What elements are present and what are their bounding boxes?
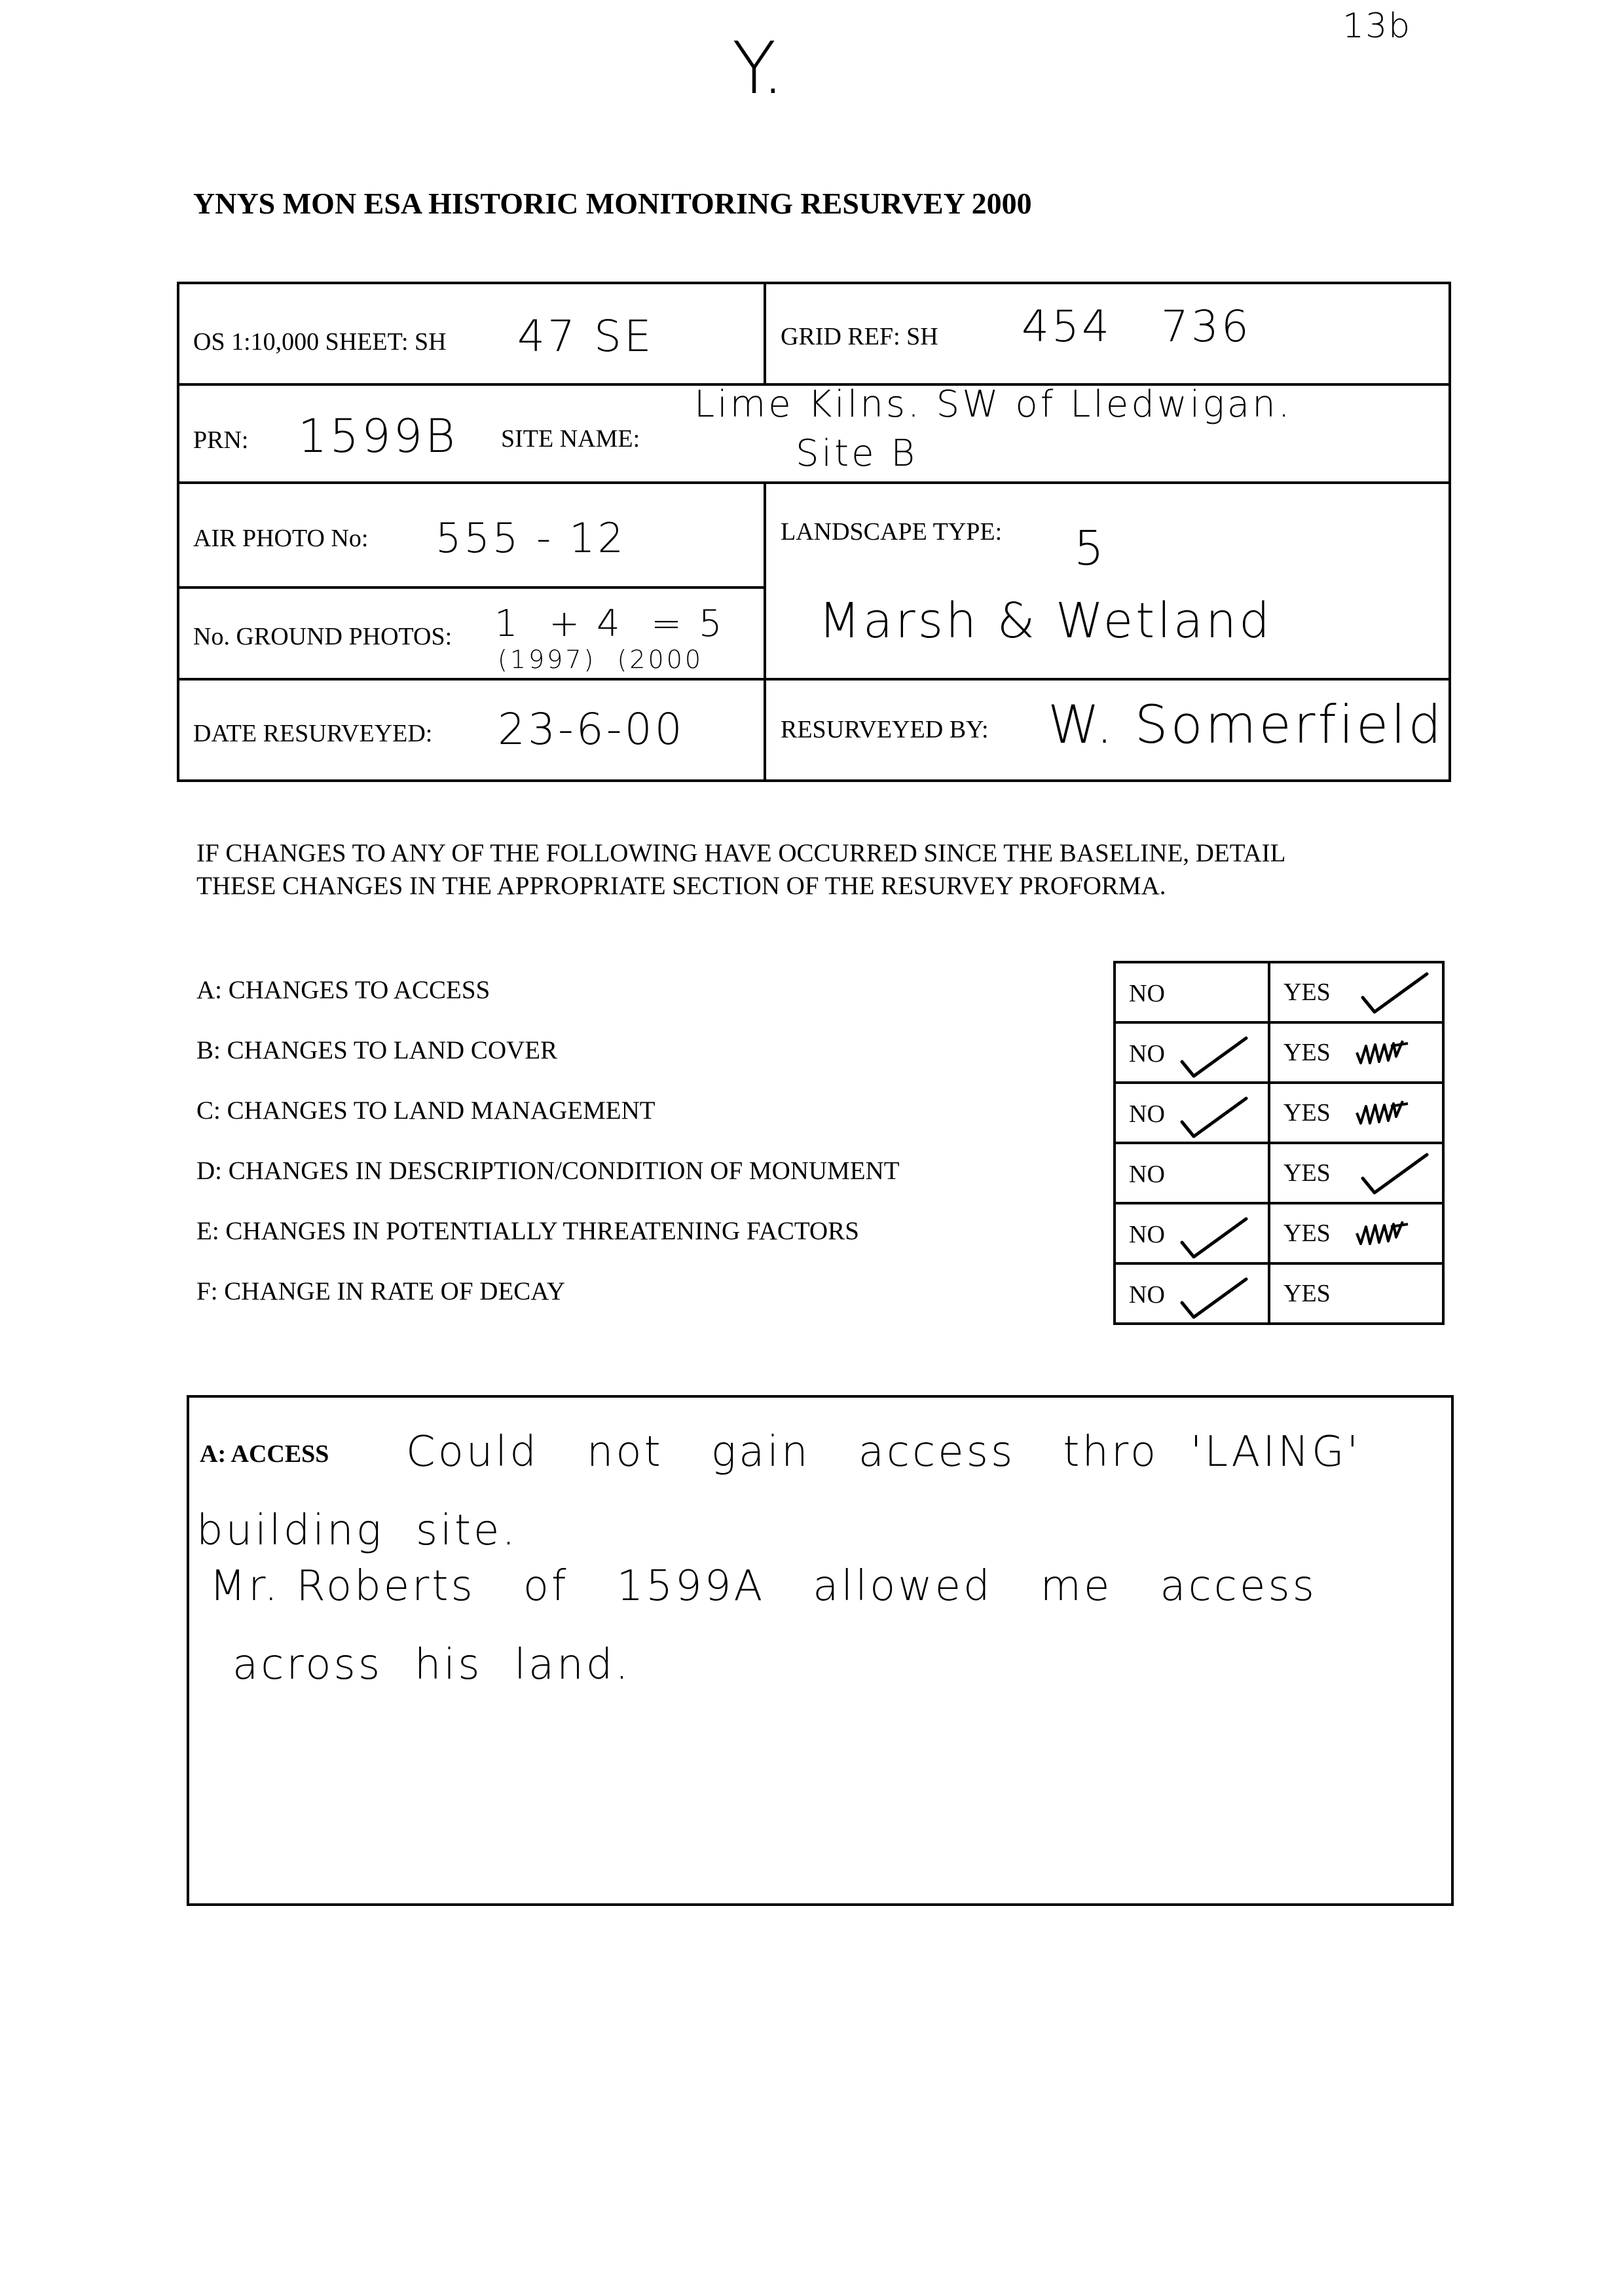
yes-label: YES: [1283, 1220, 1331, 1247]
air-photo-value: 555 - 12: [435, 514, 627, 562]
access-notes-line1: Could not gain access thro 'LAING': [406, 1428, 1361, 1476]
change-question-label: F: CHANGE IN RATE OF DECAY: [196, 1277, 566, 1305]
checkmark-icon: [1178, 1215, 1250, 1264]
no-label: NO: [1129, 1161, 1165, 1188]
yes-checkbox[interactable]: [1268, 1081, 1445, 1144]
yes-label: YES: [1283, 979, 1331, 1006]
yes-checkbox[interactable]: [1268, 1262, 1445, 1325]
no-checkbox[interactable]: [1113, 1262, 1270, 1325]
checkmark-icon: [1178, 1034, 1250, 1083]
grid-ref-label: GRID REF: SH: [781, 323, 938, 350]
landscape-description: Marsh & Wetland: [819, 593, 1272, 649]
prn-value: 1599B: [298, 409, 458, 463]
access-notes-line2: building site.: [196, 1506, 518, 1555]
form-divider: [764, 481, 766, 782]
page-title: YNYS MON ESA HISTORIC MONITORING RESURVEY 2000: [193, 187, 1032, 220]
form-divider: [177, 586, 766, 589]
checkmark-icon: [1359, 970, 1431, 1019]
air-photo-label: AIR PHOTO No:: [193, 525, 369, 552]
change-question-label: B: CHANGES TO LAND COVER: [196, 1036, 558, 1064]
access-label: A: ACCESS: [200, 1440, 329, 1468]
date-resurveyed-label: DATE RESURVEYED:: [193, 720, 433, 747]
no-checkbox[interactable]: [1113, 1021, 1270, 1084]
instruction-line2: THESE CHANGES IN THE APPROPRIATE SECTION OF THE RESURVEY PROFORMA.: [196, 872, 1166, 900]
no-label: NO: [1129, 1281, 1165, 1309]
form-divider: [764, 282, 766, 384]
yes-checkbox[interactable]: [1268, 1202, 1445, 1265]
checkmark-icon: [1359, 1151, 1431, 1200]
instruction-line1: IF CHANGES TO ANY OF THE FOLLOWING HAVE OCCURRED SINCE THE BASELINE, DETAIL: [196, 839, 1286, 867]
no-checkbox[interactable]: [1113, 961, 1270, 1024]
change-question-label: E: CHANGES IN POTENTIALLY THREATENING FACTORS: [196, 1217, 859, 1245]
yes-checkbox[interactable]: [1268, 1142, 1445, 1204]
os-sheet-label: OS 1:10,000 SHEET: SH: [193, 328, 447, 356]
site-name-line2: Site B: [796, 432, 917, 475]
no-label: NO: [1129, 980, 1165, 1007]
site-name-line1: Lime Kilns. SW of Lledwigan.: [694, 383, 1293, 426]
checkmark-icon: [1178, 1275, 1250, 1324]
date-resurveyed-value: 23-6-00: [498, 704, 685, 755]
resurveyed-by-label: RESURVEYED BY:: [781, 716, 989, 743]
no-checkbox[interactable]: [1113, 1202, 1270, 1265]
yes-label: YES: [1283, 1159, 1331, 1187]
site-name-label: SITE NAME:: [501, 425, 640, 453]
ground-photos-years: (1997) (2000: [498, 645, 704, 674]
change-question-label: A: CHANGES TO ACCESS: [196, 976, 490, 1004]
landscape-type-value: 5: [1074, 521, 1107, 576]
yes-label: YES: [1283, 1039, 1331, 1066]
change-question-label: C: CHANGES TO LAND MANAGEMENT: [196, 1096, 655, 1125]
crossed-out-mark-icon: [1354, 1037, 1409, 1073]
no-checkbox[interactable]: [1113, 1142, 1270, 1204]
crossed-out-mark-icon: [1354, 1218, 1409, 1254]
yes-label: YES: [1283, 1099, 1331, 1127]
access-notes-line4: across his land.: [232, 1641, 631, 1689]
yes-checkbox[interactable]: [1268, 1021, 1445, 1084]
landscape-type-label: LANDSCAPE TYPE:: [781, 518, 1003, 546]
checkmark-icon: [1178, 1094, 1250, 1144]
grid-ref-value: 454 736: [1022, 301, 1251, 352]
prn-label: PRN:: [193, 426, 249, 454]
yes-checkbox[interactable]: [1268, 961, 1445, 1024]
ground-photos-value: 1 + 4 = 5: [494, 603, 725, 645]
form-divider: [177, 481, 1451, 484]
no-checkbox[interactable]: [1113, 1081, 1270, 1144]
no-label: NO: [1129, 1221, 1165, 1248]
change-question-label: D: CHANGES IN DESCRIPTION/CONDITION OF MONUMENT: [196, 1157, 900, 1185]
no-label: NO: [1129, 1040, 1165, 1068]
os-sheet-value: 47 SE: [517, 311, 654, 362]
resurveyed-by-value: W. Somerfield: [1048, 694, 1445, 755]
access-notes-line3: Mr. Roberts of 1599A allowed me access: [210, 1562, 1317, 1611]
no-label: NO: [1129, 1100, 1165, 1128]
form-divider: [177, 678, 1451, 681]
yes-label: YES: [1283, 1280, 1331, 1307]
corner-mark: 13b: [1342, 7, 1412, 46]
ground-photos-label: No. GROUND PHOTOS:: [193, 623, 452, 650]
crossed-out-mark-icon: [1354, 1097, 1409, 1133]
top-mark: Y.: [732, 26, 784, 110]
